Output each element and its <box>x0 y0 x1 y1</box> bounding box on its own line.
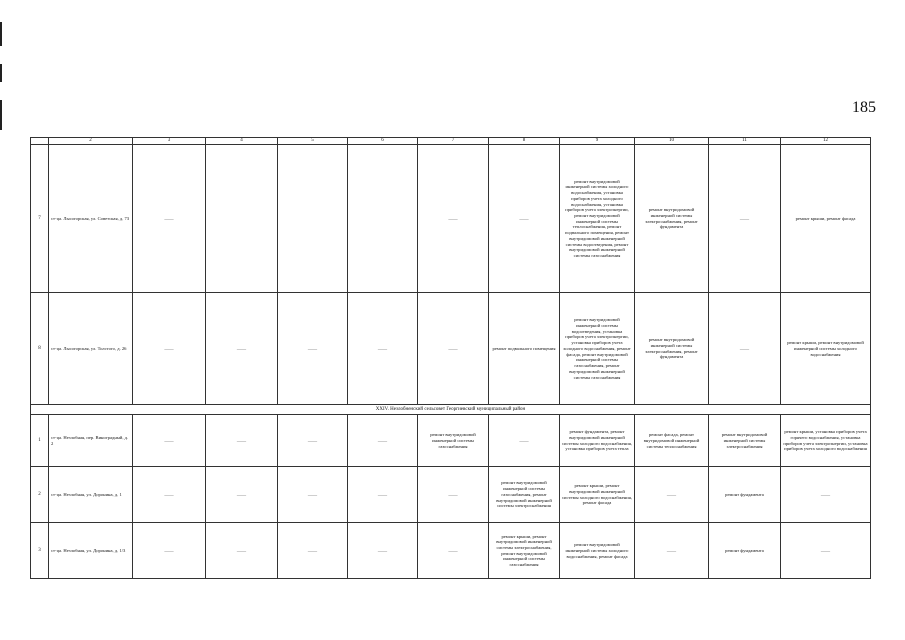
header-cell: 4 <box>206 138 278 145</box>
cell: ремонт внутридомовой инженерной системы газоснабжения <box>418 415 489 467</box>
cell: —— <box>133 293 206 405</box>
cell: —— <box>709 293 781 405</box>
cell: ремонт фасада, ремонт внутридомовой инженерной системы теплоснабжения <box>635 415 709 467</box>
repair-schedule-table <box>30 137 871 579</box>
cell: —— <box>206 293 278 405</box>
cell: —— <box>418 293 489 405</box>
header-cell: 12 <box>781 138 871 145</box>
section-title: XXIV. Незлобненский сельсовет Георгиевский муниципальный район <box>31 405 871 415</box>
cell: ремонт крыши, установка приборов учета горячего водоснабжения, установка приборов учета электроэнергии, установка приборов учета холодного водоснабжения <box>781 415 871 467</box>
cell: —— <box>489 415 560 467</box>
table-row <box>31 523 871 579</box>
cell: —— <box>278 523 348 579</box>
cell: ремонт крыши, ремонт внутридомовой инженерной системы электроснабжения, ремонт внутридомовой инженерной системы газоснабжения <box>489 523 560 579</box>
cell: ремонт внутридомовой инженерной системы электроснабжения <box>709 415 781 467</box>
header-cell: 3 <box>133 138 206 145</box>
cell: —— <box>133 467 206 523</box>
cell: —— <box>133 145 206 293</box>
header-cell: 5 <box>278 138 348 145</box>
cell: —— <box>781 467 871 523</box>
row-number: 7 <box>31 145 49 293</box>
cell <box>206 145 278 293</box>
scan-edge-mark <box>0 22 2 46</box>
cell: ремонт крыши, ремонт внутридомовой инженерной системы холодного водоснабжения, ремонт фасада <box>560 467 635 523</box>
header-cell: 6 <box>348 138 418 145</box>
address-cell: ст-ца. Незлобная, ул. Доронина, д. 1 <box>49 467 133 523</box>
header-cell: 11 <box>709 138 781 145</box>
table-row <box>31 467 871 523</box>
cell: —— <box>348 467 418 523</box>
cell: ремонт внутридомовой инженерной системы электроснабжения, ремонт фундамента <box>635 293 709 405</box>
cell: —— <box>348 415 418 467</box>
page-number: 185 <box>852 99 876 116</box>
cell: —— <box>133 415 206 467</box>
cell: ремонт внутридомовой инженерной системы водоотведения, установка приборов учета электроэнергии, установка приборов учета холодного водоснабжения, ремонт фасада, ремонт внутридомовой инженерной системы газоснабжения, ремонт внутридомовой инженерной системы газоснабжения <box>560 293 635 405</box>
scan-edge-mark <box>0 64 2 82</box>
address-cell: ст-ца. Лысогорская, ул. Советская, д. 73 <box>49 145 133 293</box>
address-cell: ст-ца. Незлобная, ул. Доронина, д. 1/3 <box>49 523 133 579</box>
header-cell: 10 <box>635 138 709 145</box>
table-row <box>31 415 871 467</box>
address-cell: ст-ца. Лысогорская, ул. Толстого, д. 26 <box>49 293 133 405</box>
scan-edge-mark <box>0 100 2 130</box>
cell <box>348 145 418 293</box>
cell: ремонт внутридомовой инженерной системы холодного водоснабжения, ремонт фасада <box>560 523 635 579</box>
cell: ремонт фундамента <box>709 467 781 523</box>
cell: —— <box>418 145 489 293</box>
cell: —— <box>635 523 709 579</box>
column-number-row <box>31 138 871 145</box>
row-number: 3 <box>31 523 49 579</box>
cell: —— <box>418 467 489 523</box>
row-number: 1 <box>31 415 49 467</box>
cell: —— <box>133 523 206 579</box>
cell: ремонт фундамента <box>709 523 781 579</box>
cell: —— <box>278 467 348 523</box>
cell: —— <box>278 293 348 405</box>
cell: ремонт крыши, ремонт внутридомовой инженерной системы холодного водоснабжения <box>781 293 871 405</box>
cell: —— <box>348 523 418 579</box>
header-cell <box>31 138 49 145</box>
cell: —— <box>635 467 709 523</box>
cell: ремонт внутридомовой инженерной системы газоснабжения, ремонт внутридомовой инженерной системы электроснабжения <box>489 467 560 523</box>
cell: ремонт крыши, ремонт фасада <box>781 145 871 293</box>
cell <box>278 145 348 293</box>
cell: —— <box>206 467 278 523</box>
cell: ремонт внутридомовой инженерной системы холодного водоснабжения, установка приборов учета холодного водоснабжения, установка приборов учета электроэнергии, ремонт внутридомовой инженерной системы теплоснабжения, ремонт подвального помещения, ремонт внутридомовой инженерной системы водоотведения, ремонт внутридомовой инженерной системы газоснабжения <box>560 145 635 293</box>
cell: —— <box>206 415 278 467</box>
cell: —— <box>709 145 781 293</box>
section-header-row <box>31 405 871 415</box>
cell: —— <box>781 523 871 579</box>
cell: —— <box>278 415 348 467</box>
cell: —— <box>348 293 418 405</box>
cell: ремонт фундамента, ремонт внутридомовой инженерной системы холодного водоснабжения, установка приборов учета тепла <box>560 415 635 467</box>
header-cell: 2 <box>49 138 133 145</box>
table-row <box>31 293 871 405</box>
table-row <box>31 145 871 293</box>
cell: ремонт внутридомовой инженерной системы электроснабжения, ремонт фундамента <box>635 145 709 293</box>
header-cell: 8 <box>489 138 560 145</box>
address-cell: ст-ца. Незлобная, пер. Виноградный, д. 2 <box>49 415 133 467</box>
header-cell: 9 <box>560 138 635 145</box>
header-cell: 7 <box>418 138 489 145</box>
cell: ремонт подвального помещения <box>489 293 560 405</box>
cell: —— <box>206 523 278 579</box>
cell: —— <box>489 145 560 293</box>
row-number: 2 <box>31 467 49 523</box>
cell: —— <box>418 523 489 579</box>
row-number: 8 <box>31 293 49 405</box>
